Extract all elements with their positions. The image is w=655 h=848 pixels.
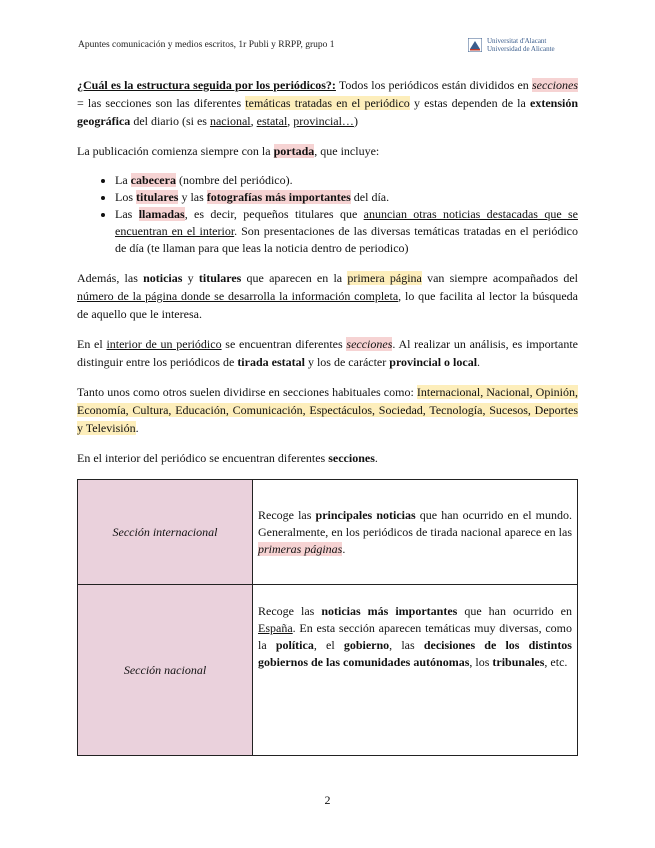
text: que aparecen en la: [241, 271, 348, 285]
text: .: [135, 421, 139, 435]
highlight-primeras-paginas: primeras páginas: [258, 541, 343, 556]
portada-list: [77, 172, 578, 257]
section-description-internacional: [253, 480, 578, 585]
logo-line-2: Universidad de Alicante: [487, 45, 555, 53]
text: , lo que facilita al lector la búsqueda de aquello que le interesa.: [77, 289, 578, 321]
text: Recoge las: [258, 604, 322, 618]
text: , que incluye:: [314, 144, 380, 158]
text: , etc.: [544, 655, 568, 669]
text: En el interior del periódico se encuentran diferentes: [77, 451, 329, 465]
list-item-llamadas: [115, 206, 578, 257]
text: y: [182, 271, 199, 285]
text: ,: [250, 114, 257, 128]
text: , las: [389, 638, 424, 652]
highlight-titulares: titulares: [136, 190, 179, 204]
bold-decisiones: decisiones de los distintos gobiernos de las comunidades autónomas: [258, 638, 572, 669]
logo-text: [487, 37, 555, 53]
bold-secciones: secciones: [328, 451, 375, 465]
logo-line-1: Universitat d'Alacant: [487, 37, 547, 45]
text: Las: [115, 207, 139, 221]
list-item-titulares: [115, 189, 578, 206]
university-logo: [468, 36, 578, 56]
text: del diario (si es: [130, 114, 210, 128]
text: , es decir, pequeños titulares que: [184, 207, 364, 221]
text: La publicación comienza siempre con la: [77, 144, 274, 158]
text: La: [115, 173, 131, 187]
text: = las secciones son las diferentes: [77, 96, 246, 110]
text: En el: [77, 337, 107, 351]
text: , el: [313, 638, 344, 652]
highlight-fotografias: fotografías más importantes: [206, 190, 351, 204]
bold-principales-noticias: principales noticias: [315, 507, 416, 522]
bold-noticias: noticias: [143, 271, 183, 285]
highlight-cabecera: cabecera: [130, 173, 176, 187]
question-heading: ¿Cuál es la estructura seguida por los periódicos?:: [77, 78, 336, 92]
page-header: [78, 36, 578, 56]
text: .: [374, 451, 378, 465]
underline-espana: España: [258, 621, 293, 635]
section-label-internacional: Sección internacional: [78, 480, 253, 585]
text: Recoge las: [258, 507, 316, 522]
main-content: [77, 76, 578, 756]
bold-extension: extensión geográfica: [77, 96, 578, 128]
bold-politica: política: [275, 638, 314, 652]
text: van siempre acompañados del: [421, 271, 578, 285]
paragraph-secciones-habituales: [77, 383, 578, 437]
highlight-portada: portada: [273, 144, 315, 158]
underline-estatal: estatal: [256, 114, 288, 128]
highlight-llamadas: llamadas: [138, 207, 185, 221]
underline-interior: interior de un periódico: [106, 337, 222, 351]
text: . Al realizar un análisis, es importante distinguir entre los periódicos de: [77, 337, 578, 369]
text: y los de carácter: [304, 355, 390, 369]
university-logo-icon: [468, 38, 482, 52]
paragraph-portada: [77, 142, 578, 160]
bold-titulares: titulares: [198, 271, 242, 285]
header-title: Apuntes comunicación y medios escritos, 1r Publi y RRPP, grupo 1: [78, 40, 335, 50]
paragraph-interior-secciones: [77, 449, 578, 467]
underline-numero-pagina: número de la página donde se desarrolla la información completa: [77, 289, 399, 303]
text: del día.: [350, 190, 390, 204]
section-label-nacional: Sección nacional: [78, 585, 253, 756]
underline-provincial: provincial…: [293, 114, 354, 128]
text: , los: [469, 655, 493, 669]
text: y las: [178, 190, 207, 204]
text: que han ocurrido en: [457, 604, 572, 618]
bold-gobierno: gobierno: [343, 638, 390, 652]
text: ,: [287, 114, 294, 128]
sections-table: [77, 479, 578, 756]
paragraph-interior: [77, 335, 578, 371]
text: . En esta sección aparecen temáticas muy diversas, como la: [258, 621, 572, 652]
highlight-secciones: secciones: [532, 78, 578, 92]
table-row: [78, 585, 578, 756]
bold-tirada-estatal: tirada estatal: [237, 355, 305, 369]
highlight-tematicas: temáticas tratadas en el periódico: [245, 96, 410, 110]
text: .: [342, 541, 346, 556]
underline-nacional: nacional: [209, 114, 251, 128]
text: que han ocurrido en el mundo. Generalmente, en los periódicos de tirada nacional aparece en las: [258, 507, 572, 539]
text: Los: [115, 190, 136, 204]
text: Tanto unos como otros suelen dividirse en secciones habituales como:: [77, 385, 417, 399]
text: y estas dependen de la: [409, 96, 530, 110]
paragraph-structure: [77, 76, 578, 130]
text: Todos los periódicos están divididos en: [335, 78, 533, 92]
highlight-secciones-list: Internacional, Nacional, Opinión, Economía, Cultura, Educación, Comunicación, Espectáculos, Sociedad, Tecnología, Sucesos, Deportes y Televisión: [77, 385, 578, 435]
paragraph-noticias: [77, 269, 578, 323]
bold-noticias-importantes: noticias más importantes: [321, 604, 458, 618]
highlight-secciones-2: secciones: [346, 337, 393, 351]
text: (nombre del periódico).: [175, 173, 293, 187]
text: . Son presentaciones de las diversas temáticas tratadas en el periódico de día (te llaman para que leas la noticia dentro de periodico): [115, 224, 579, 255]
underline-anuncian: anuncian otras noticias destacadas que se encuentran en el interior: [115, 207, 579, 238]
text: .: [477, 355, 481, 369]
bold-tribunales: tribunales: [492, 655, 545, 669]
text: Además, las: [77, 271, 144, 285]
section-description-nacional: [253, 585, 578, 756]
highlight-primera-pagina: primera página: [347, 271, 422, 285]
page-number: 2: [324, 793, 331, 807]
text: se encuentran diferentes: [221, 337, 347, 351]
bold-provincial-local: provincial o local: [389, 355, 478, 369]
list-item-cabecera: [115, 172, 578, 189]
text: ): [353, 114, 358, 128]
table-row: [78, 480, 578, 585]
